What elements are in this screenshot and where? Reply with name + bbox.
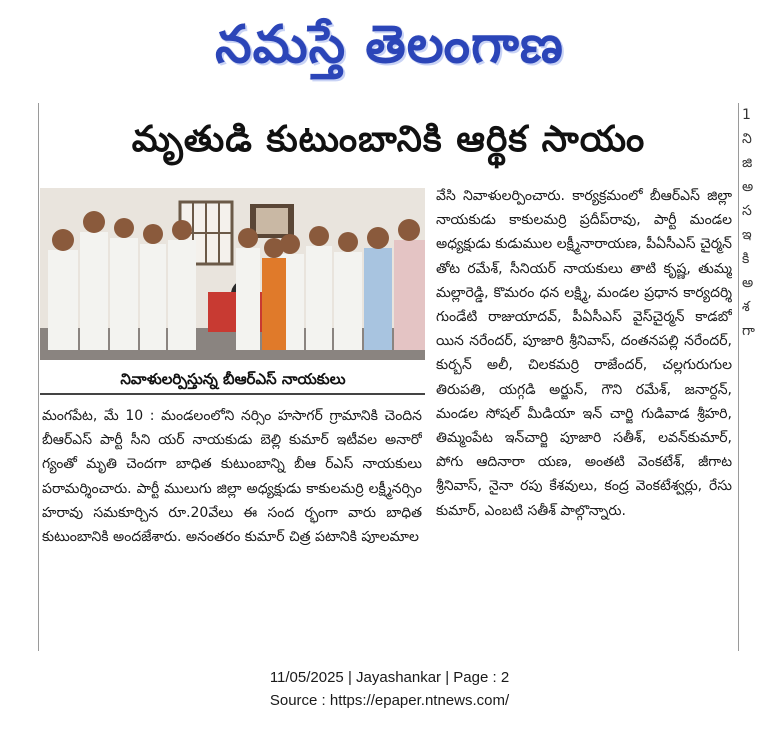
newspaper-masthead: నమస్తే తెలంగాణ [215,14,564,75]
strip-fragment: జి [742,155,753,171]
strip-fragment: కి [742,251,750,267]
strip-fragment: ఇ [742,227,752,243]
adjacent-article-strip [738,103,779,651]
group-photo-illustration [40,188,425,360]
page-footer [0,666,779,712]
photo-caption: నివాళులర్పిస్తున్న బీఆర్ఎస్ నాయకులు [120,370,346,388]
news-photo [40,188,425,360]
article-paragraph: మంగపేట, మే 10 : మండలంలోని నర్సిం హసాగర్ గ్రామానికి చెందిన బీఆర్ఎస్ పార్టీ సీని యర్ నాయకుడు బెల్లి కుమార్ ఇటీవల అనారో గ్యంతో మృతి చెందగా బాధిత కుటుంబాన్ని బీఆ ర్ఎస్ నాయకులు పరామర్శించారు. పార్టీ ములుగు జిల్లా అధ్యక్షుడు కాకులమర్రి లక్ష్మీనర్సిం హరావు సమకూర్చిన రూ.20వేలు ఈ సంద ర్భంగా వారు బాధిత కుటుంబానికి అందజేశారు. అనంతరం కుమార్ చిత్ర పటానికి పూలమాల [42,408,422,546]
edition-info: 11/05/2025 | Jayashankar | Page : 2 [269,669,510,686]
article-body-right-column [436,184,732,652]
source-link[interactable]: Source : https://epaper.ntnews.com/ [269,692,510,709]
strip-fragment: అ [742,275,754,291]
strip-fragment: శ [742,299,750,315]
strip-fragment: ని [742,131,752,147]
article-body-left-column [42,404,422,650]
strip-fragment: స [742,203,752,219]
strip-fragment: 1 [742,107,751,123]
strip-fragment: గా [742,323,755,339]
strip-fragment: అ [742,179,754,195]
caption-divider [40,393,425,395]
article-headline: మృతుడి కుటుంబానికి ఆర్థిక సాయం [131,119,646,160]
article-paragraph: వేసి నివాళులర్పించారు. కార్యక్రమంలో బీఆర్ఎస్ జిల్లా నాయకుడు కాకులమర్రి ప్రదీప్‌రావు, పార్టీ మండల అధ్యక్షుడు కుడుముల లక్ష్మీనారాయణ, పీఏసీఎస్ చైర్మన్ తోట రమేశ్, సీనియర్ నాయకులు తాటి కృష్ణ, తుమ్మ మల్లారెడ్డి, కొమరం ధన లక్ష్మి, మండల ప్రధాన కార్యదర్శి గుండేటి రాజుయాదవ్, పీఏసీఎస్ వైస్‌చైర్మన్ కాడబో యిన నరేందర్, పూజారి శ్రీనివాస్, దంతనపల్లి నరేందర్, కుర్బన్ అలీ, చిలకమర్రి రాజేందర్, చల్లగురుగుల తిరుపతి, యగ్గడి అర్జున్, గౌని రమేశ్, జనార్దన్, మండల సోషల్ మీడియా ఇన్ చార్జి గుడివాడ శ్రీహరి, తిమ్మంపేట ఇన్‌చార్జి పూజారి సతీశ్, లవన్‌కుమార్, పోగు ఆదినారా యణ, అంతటి వెంకటేశ్, జీగాట శ్రీనివాస్, నైనా రపు కేశవులు, కంద్ర వెంకటేశ్వర్లు, రేసు కుమార్, ఎంబటి సతీశ్ పాల్గొన్నారు. [436,188,732,519]
